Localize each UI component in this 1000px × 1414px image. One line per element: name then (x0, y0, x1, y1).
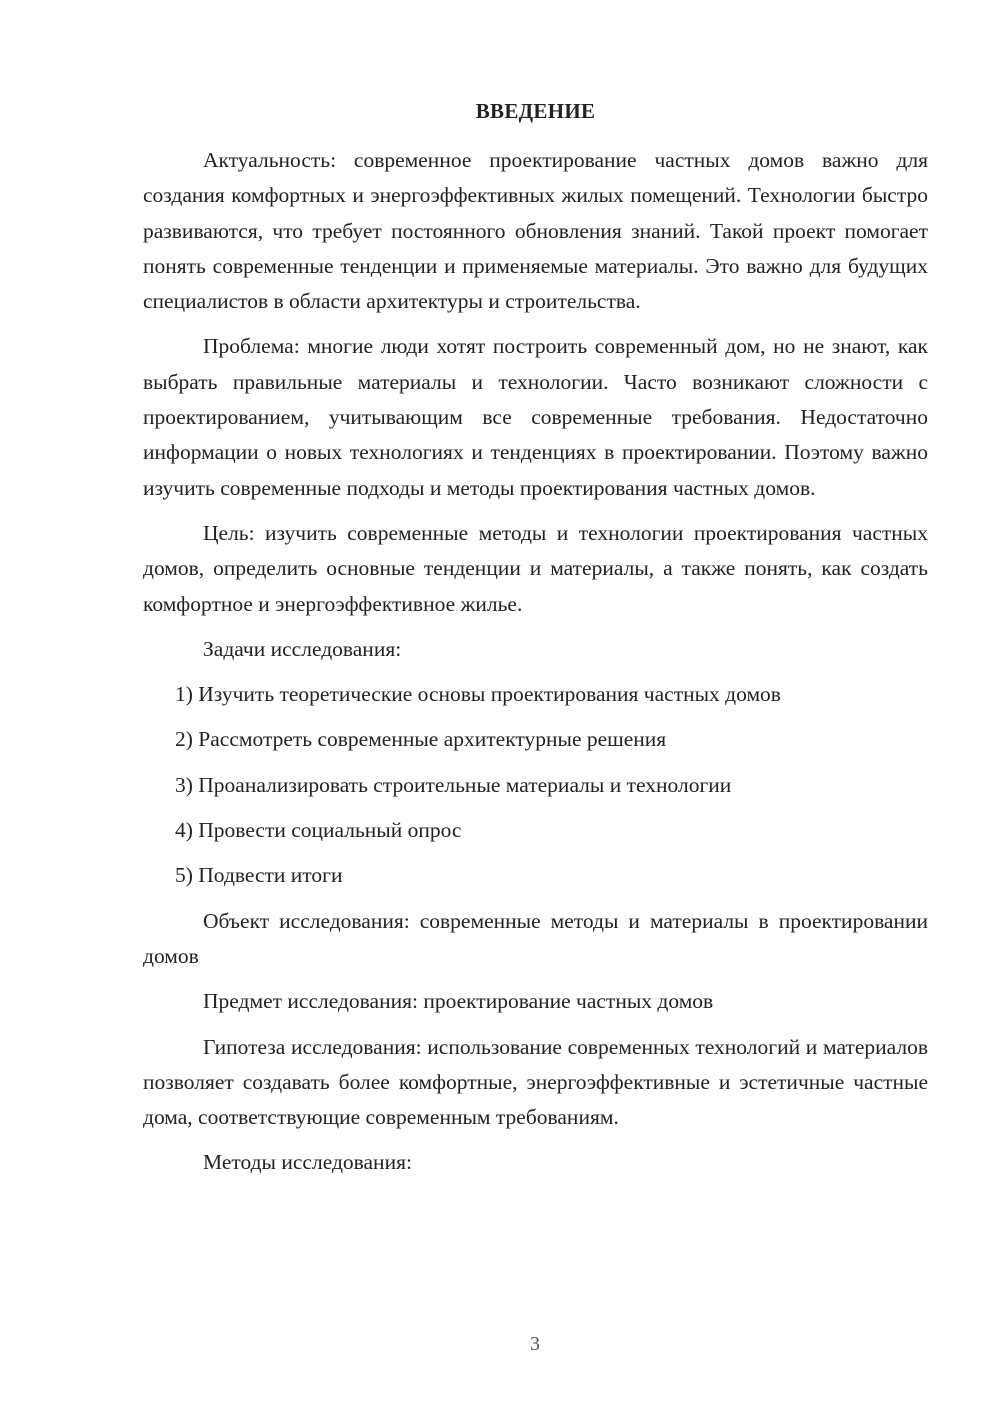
tasks-heading: Задачи исследования: (203, 636, 402, 661)
paragraph-hypothesis: Гипотеза исследования: использование современных технологий и материалов позволяет создавать более комфортные, энергоэффективные и эстетичные частные дома, соответствующие современным требованиям. (143, 1034, 928, 1130)
list-item: 1) Изучить теоретические основы проектирования частных домов (175, 682, 781, 707)
tasks-list (143, 677, 928, 893)
paragraph-problem: Проблема: многие люди хотят построить современный дом, но не знают, как выбрать правильные материалы и технологии. Часто возникают сложности с проектированием, учитывающим все современные требования. Недостаточно информации о новых технологиях и тенденциях в проектировании. Поэтому важно изучить современные подходы и методы проектирования частных домов. (143, 334, 928, 500)
page-title: ВВЕДЕНИЕ (475, 99, 596, 123)
methods-heading: Методы исследования: (203, 1150, 412, 1175)
list-item: 2) Рассмотреть современные архитектурные решения (175, 727, 667, 752)
paragraph-goal: Цель: изучить современные методы и технологии проектирования частных домов, определить основные тенденции и материалы, а также понять, как создать комфортное и энергоэффективное жилье. (143, 520, 928, 616)
list-item: 4) Провести социальный опрос (175, 818, 462, 843)
paragraph-relevance: Актуальность: современное проектирование частных домов важно для создания комфортных и энергоэффективных жилых помещений. Технологии быстро развиваются, что требует постоянного обновления знаний. Такой проект помогает понять современные тенденции и применяемые материалы. Это важно для будущих специалистов в области архитектуры и строительства. (143, 148, 928, 314)
list-item: 3) Проанализировать строительные материалы и технологии (175, 772, 732, 797)
document-page (143, 96, 928, 1191)
paragraph-subject: Предмет исследования: проектирование частных домов (203, 989, 714, 1014)
page-number: 3 (530, 1333, 540, 1355)
list-item: 5) Подвести итоги (175, 863, 343, 888)
paragraph-object: Объект исследования: современные методы и материалы в проектировании домов (143, 908, 928, 968)
